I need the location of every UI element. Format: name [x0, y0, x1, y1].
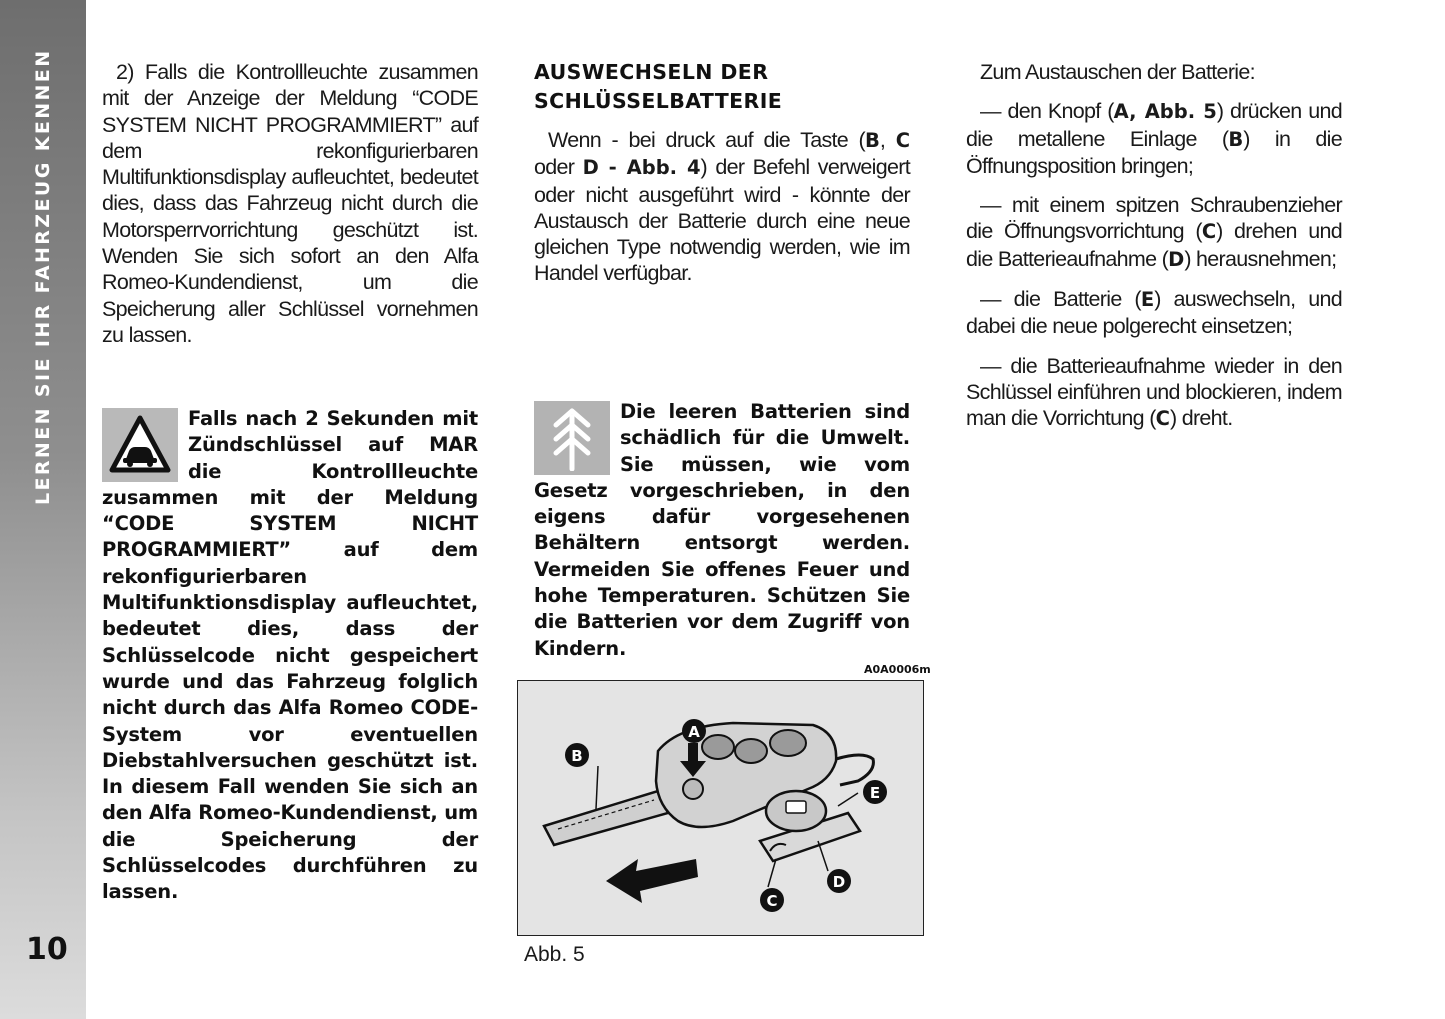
label-C: C [766, 892, 778, 910]
warning-text: Falls nach 2 Sekunden mit Zündschlüssel auf MAR die Kontrollleuchte zusammen mit der Meldung “CODE SYSTEM NICHT PROGRAMMIERT” auf dem rekonfigurierbaren Multifunktionsdisplay aufleuchtet, bedeutet dies, dass der Schlüsselcode nicht gespeichert wurde und das Fahrzeug folglich nicht durch das Alfa Romeo CODE-System vor eventuellen Diebstahlversuchen geschützt ist. In diesem Fall wenden Sie sich an den Alfa Romeo-Kundendienst, um die Speicherung der Schlüsselcodes durchführen zu lassen. [102, 407, 478, 904]
sidebar [0, 0, 86, 1019]
note-2-paragraph: 2) Falls die Kontrollleuchte zusammen mit der Anzeige der Meldung “CODE SYSTEM NICHT PROGRAMMIERT” auf dem rekonfigurierbaren Multifunktionsdisplay aufleuchtet, bedeutet dies, dass das Fahrzeug nicht durch die Motorsperrvorrichtung geschützt ist. Wenden Sie sich sofort an den Alfa Romeo-Kundendienst, um die Speicherung aller Schlüssel vornehmen zu lassen. [102, 60, 478, 347]
page-number: 10 [26, 932, 68, 967]
step-3: — die Batterie (E) auswechseln, und dabei die neue polgerecht einsetzen; [966, 287, 1342, 339]
column-1 [102, 59, 478, 348]
label-E: E [869, 784, 881, 802]
ref-B: B [865, 129, 880, 152]
figure-caption: Abb. 5 [524, 943, 585, 966]
label-D: D [832, 873, 846, 891]
ref-C: C [895, 129, 911, 152]
label-A: A [688, 723, 700, 741]
environment-note [534, 399, 910, 662]
steps-intro: Zum Austauschen der Batterie: [980, 60, 1255, 84]
step-1: — den Knopf (A, Abb. 5) drücken und die metallene Einlage (B) in die Öffnungsposition bringen; [966, 99, 1342, 178]
heading-line-1: AUSWECHSELN DER [534, 60, 769, 84]
section-title: LERNEN SIE IHR FAHRZEUG KENNEN [32, 48, 54, 505]
key-battery-figure [517, 680, 924, 936]
label-B: B [571, 747, 583, 765]
environment-text: Die leeren Batterien sind schädlich für die Umwelt. Sie müssen, wie vom Gesetz vorgeschrieben, in den eigens dafür vorgesehenen Behältern entsorgt werden. Vermeiden Sie offenes Feuer und hohe Temperaturen. Schützen Sie die Batterien vor dem Zugriff von Kindern. [534, 400, 910, 660]
step-4: — die Batterieaufnahme wieder in den Schlüssel einführen und blockieren, indem man die Vorrichtung (C) dreht. [966, 353, 1342, 431]
warning-box [102, 406, 478, 906]
heading-line-2: SCHLÜSSELBATTERIE [534, 89, 783, 113]
column-2-intro [534, 127, 910, 287]
intro-paragraph: Wenn - bei druck auf die Taste (B, C oder D - Abb. 4) der Befehl verweigert oder nicht ausgeführt wird - könnte der Austausch der Batterie durch eine neue gleichen Type notwendig werden, wie im Handel verfügbar. [534, 128, 911, 286]
figure-code: A0A0006m [864, 663, 931, 676]
step-2: — mit einem spitzen Schraubenzieher die Öffnungsvorrichtung (C) drehen und die Batterieaufnahme (D) herausnehmen; [966, 193, 1343, 271]
section-heading [534, 58, 914, 116]
ref-D-abb4: D - Abb. 4 [582, 156, 701, 180]
key-illustration [518, 681, 922, 934]
car-warning-triangle-icon [102, 408, 178, 482]
column-3 [966, 59, 1342, 446]
recycle-tree-icon [534, 401, 610, 475]
